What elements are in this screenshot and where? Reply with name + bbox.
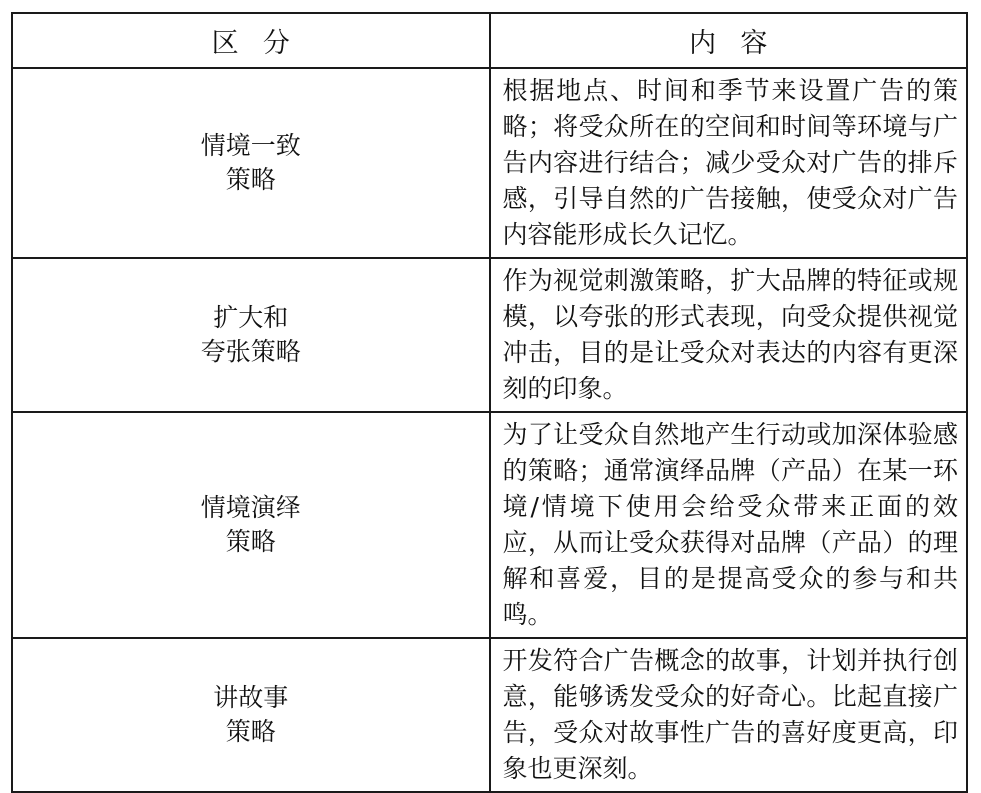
table-row (12, 412, 967, 638)
row-key-line: 情境演绎 (200, 493, 301, 522)
row-content-cell: 作为视觉刺激策略，扩大品牌的特征或规模，以夸张的形式表现，向受众提供视觉冲击，目的是让受众对表达的内容有更深刻的印象。 (490, 258, 968, 412)
row-key-cell (12, 68, 490, 258)
row-key-cell (12, 412, 490, 638)
header-col-content: 内容 (490, 13, 968, 68)
row-key-line: 情境一致 (200, 131, 301, 160)
row-key-line: 策略 (225, 527, 276, 556)
table-row (12, 258, 967, 412)
row-content-cell: 为了让受众自然地产生行动或加深体验感的策略；通常演绎品牌（产品）在某一环境/情境下使用会给受众带来正面的效应，从而让受众获得对品牌（产品）的理解和喜爱，目的是提高受众的参与和共鸣。 (490, 412, 968, 638)
row-content-cell: 开发符合广告概念的故事，计划并执行创意，能够诱发受众的好奇心。比起直接广告，受众对故事性广告的喜好度更高，印象也更深刻。 (490, 638, 968, 792)
row-key-line: 讲故事 (213, 683, 289, 712)
row-key-cell (12, 638, 490, 792)
row-key-line: 策略 (225, 165, 276, 194)
strategy-table (11, 12, 968, 793)
row-key-line: 夸张策略 (200, 337, 301, 366)
row-key-cell (12, 258, 490, 412)
row-content-cell: 根据地点、时间和季节来设置广告的策略；将受众所在的空间和时间等环境与广告内容进行结合；减少受众对广告的排斥感，引导自然的广告接触，使受众对广告内容能形成长久记忆。 (490, 68, 968, 258)
header-col-key: 区分 (12, 13, 490, 68)
row-key-line: 扩大和 (213, 303, 289, 332)
table-row (12, 638, 967, 792)
table-header-row (12, 13, 967, 68)
table-row (12, 68, 967, 258)
row-key-line: 策略 (225, 717, 276, 746)
